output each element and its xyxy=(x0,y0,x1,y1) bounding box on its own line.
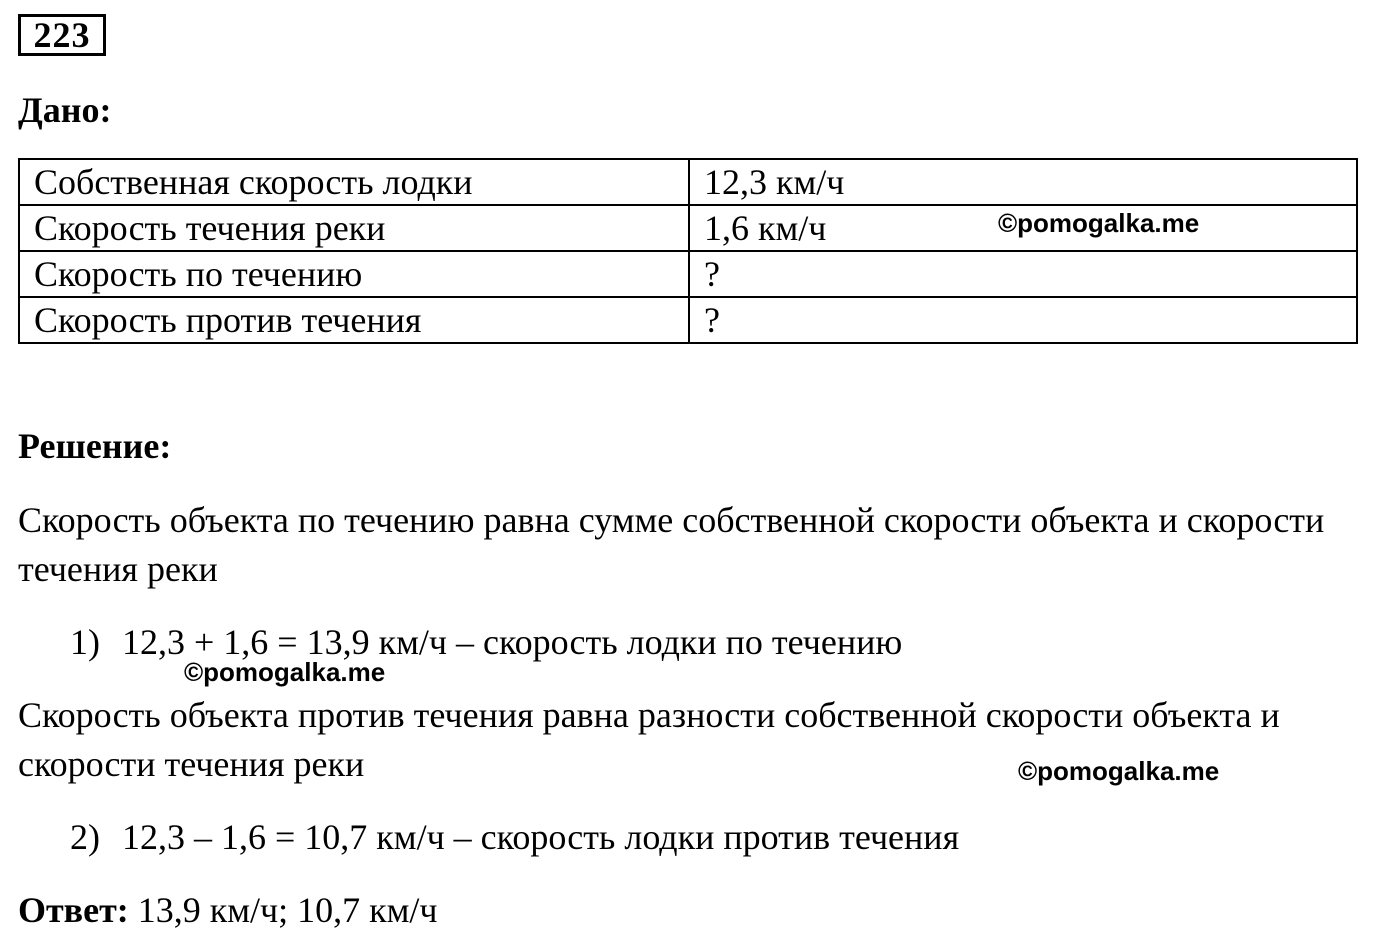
answer-line xyxy=(18,890,438,930)
value-upstream-speed: ? xyxy=(689,297,1357,343)
step-number: 2) xyxy=(70,817,100,857)
param-current-speed: Скорость течения реки xyxy=(19,205,689,251)
answer-value: 13,9 км/ч; 10,7 км/ч xyxy=(137,890,438,930)
table-row xyxy=(19,297,1357,343)
table-row xyxy=(19,251,1357,297)
value-current-speed: 1,6 км/ч xyxy=(689,205,1357,251)
value-own-speed: 12,3 км/ч xyxy=(689,159,1357,205)
step-text: 12,3 – 1,6 = 10,7 км/ч – скорость лодки против течения xyxy=(122,817,960,857)
step-number: 1) xyxy=(70,622,100,662)
solution-step-2 xyxy=(70,817,959,857)
param-upstream-speed: Скорость против течения xyxy=(19,297,689,343)
solution-paragraph-downstream: Скорость объекта по течению равна сумме собственной скорости объекта и скорости течения реки xyxy=(18,500,1325,589)
value-downstream-speed: ? xyxy=(689,251,1357,297)
given-table xyxy=(18,158,1358,344)
watermark: ©pomogalka.me xyxy=(998,208,1200,238)
given-heading: Дано: xyxy=(18,90,112,130)
solution-paragraph-upstream: Скорость объекта против течения равна разности собственной скорости объекта и скорости течения реки xyxy=(18,695,1280,784)
solution-step-1 xyxy=(70,622,902,662)
param-own-speed: Собственная скорость лодки xyxy=(19,159,689,205)
step-text: 12,3 + 1,6 = 13,9 км/ч – скорость лодки по течению xyxy=(122,622,903,662)
param-downstream-speed: Скорость по течению xyxy=(19,251,689,297)
answer-label: Ответ: xyxy=(18,890,129,930)
watermark: ©pomogalka.me xyxy=(1018,756,1220,786)
problem-number: 223 xyxy=(18,14,106,56)
watermark: ©pomogalka.me xyxy=(184,657,386,687)
table-row xyxy=(19,159,1357,205)
solution-heading: Решение: xyxy=(18,426,172,466)
